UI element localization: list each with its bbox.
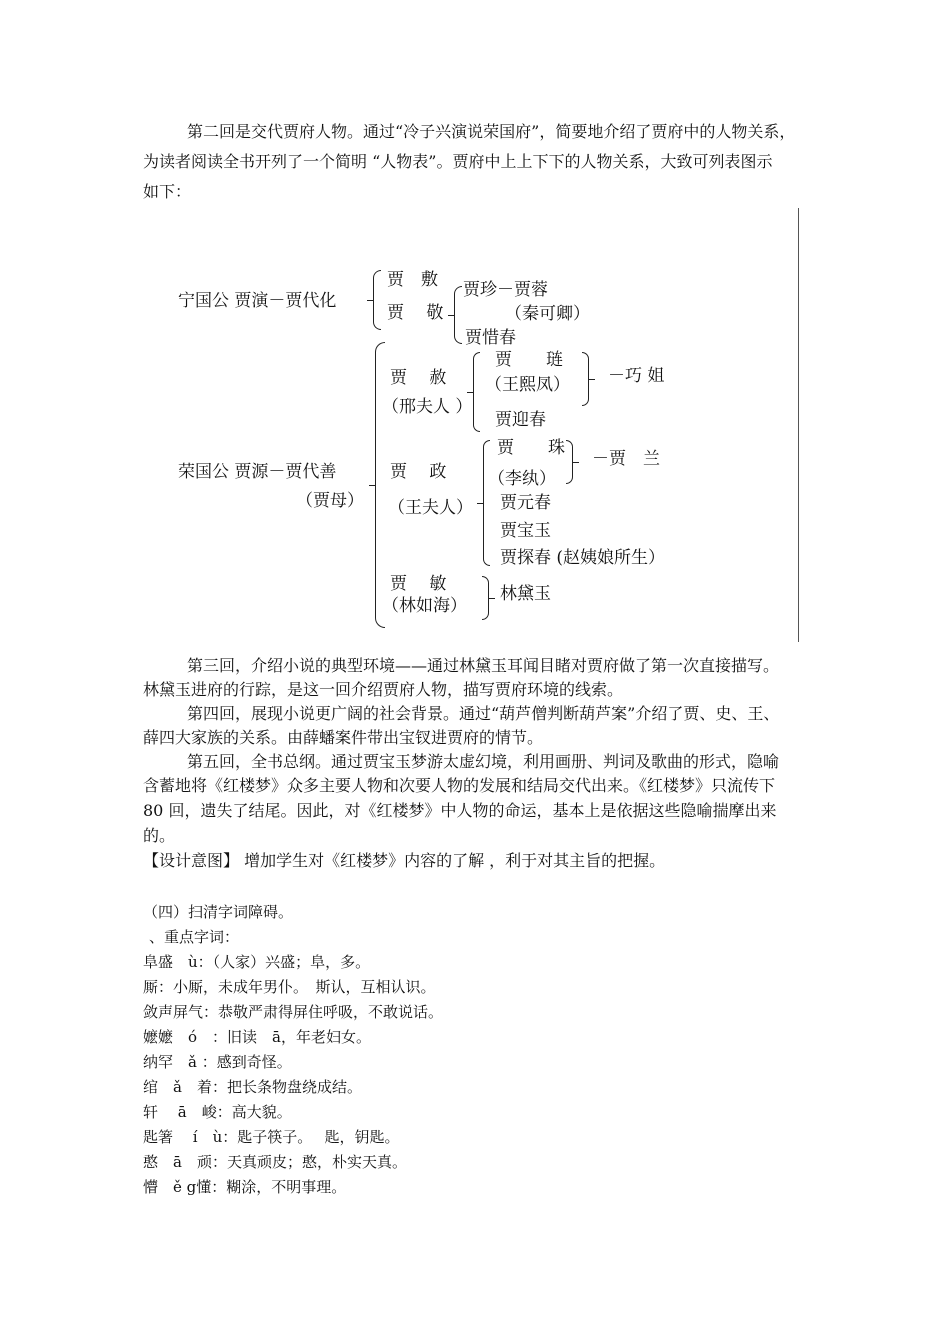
node-wang-xifeng: （王熙凤） (485, 375, 570, 395)
vocab-item: 纳罕 ǎ ：感到奇怪。 (143, 1053, 292, 1071)
node-jia-mu: （贾母） (296, 491, 364, 511)
vocab-heading: （四）扫清字词障碍。 (143, 903, 294, 921)
node-jia-tanchun: 贾探春 (赵姨娘所生） (500, 548, 666, 568)
chapter5-line-1: 第五回，全书总纲。通过贾宝玉梦游太虚幻境，利用画册、判词及歌曲的形式，隐喻 (187, 752, 780, 771)
brace-jia-she (473, 352, 480, 432)
brace-lian-feng (582, 352, 589, 406)
intro-line-2: 为读者阅读全书开列了一个简明 “人物表”。贾府中上上下下的人物关系，大致可列表图示 (143, 152, 773, 171)
node-jia-jing: 贾 敬 (387, 303, 444, 323)
vocab-item: 匙箸 í ù：匙子筷子。 匙，钥匙。 (143, 1128, 400, 1146)
rongguo-gong: 荣国公 贾源－贾代善 (178, 462, 337, 482)
node-jia-baoyu: 贾宝玉 (500, 521, 551, 541)
vocab-item: 敛声屏气：恭敬严肃得屏住呼吸，不敢说话。 (143, 1003, 444, 1021)
vocab-item: 厮：小厮，未成年男仆。 斯认，互相认识。 (143, 978, 436, 996)
brace-jia-jing (454, 286, 462, 344)
chapter4-line-2: 薛四大家族的关系。由薛蟠案件带出宝钗进贾府的情节。 (143, 728, 544, 747)
node-jia-she: 贾 赦 (390, 368, 447, 388)
brace-jia-min (482, 576, 489, 620)
node-jia-zhen-rong: 贾珍－贾蓉 (463, 280, 548, 300)
vocab-item: 阜盛 ù：（人家）兴盛；阜，多。 (143, 953, 371, 971)
brace-jia-zheng (483, 440, 490, 566)
vocab-item: 憨 ā 顽：天真顽皮；憨，朴实天真。 (143, 1153, 407, 1171)
node-jia-zhu: 贾 珠 (497, 438, 565, 458)
ningguo-gong: 宁国公 贾演－贾代化 (178, 291, 337, 311)
chapter4-line-1: 第四回，展现小说更广阔的社会背景。通过“葫芦僧判断葫芦案”介绍了贾、史、王、 (187, 704, 780, 723)
node-xing-furen: （邢夫人 ） (382, 397, 473, 417)
chapter3-line-1: 第三回，介绍小说的典型环境——通过林黛玉耳闻目睹对贾府做了第一次直接描写。 (187, 656, 780, 675)
node-jia-min: 贾 敏 (390, 574, 447, 594)
vocab-item: 嬷嬷 ó ：旧读 ā，年老妇女。 (143, 1028, 371, 1046)
node-wang-furen: （王夫人） (388, 498, 473, 518)
node-jia-xichun: 贾惜春 (465, 328, 516, 348)
node-jia-zheng: 贾 政 (390, 462, 447, 482)
node-qiao-jie: －巧 姐 (608, 366, 665, 386)
diagram-border-line (798, 208, 799, 642)
node-jia-fu: 贾 敷 (387, 270, 438, 290)
brace-rongguo (375, 342, 385, 628)
chapter5-line-3: 80 回，遗失了结尾。因此，对《红楼梦》中人物的命运，基本上是依据这些隐喻揣摩出来 (143, 801, 777, 820)
node-li-wan: （李纨） (488, 469, 556, 489)
vocab-item: 绾 ǎ 着：把长条物盘绕成结。 (143, 1078, 362, 1096)
design-intent: 【设计意图】 增加学生对《红楼梦》内容的了解 ，利于对其主旨的把握。 (143, 851, 666, 870)
vocab-subheading: 、重点字词： (149, 928, 240, 946)
brace-ningguo (373, 270, 381, 330)
brace-zhu-wan (566, 440, 573, 484)
chapter5-line-2: 含蓄地将《红楼梦》众多主要人物和次要人物的发展和结局交代出来。《红楼梦》只流传下 (143, 776, 776, 795)
intro-line-3: 如下： (143, 182, 192, 201)
node-lin-ruhai: （林如海） (382, 596, 467, 616)
vocab-item: 懵 ě g懂：糊涂，不明事理。 (143, 1178, 347, 1196)
node-lin-daiyu: 林黛玉 (500, 584, 551, 604)
node-jia-lan: －贾 兰 (592, 449, 660, 469)
node-jia-yuanchun: 贾元春 (500, 493, 551, 513)
vocab-item: 轩 ā 峻：高大貌。 (143, 1103, 292, 1121)
node-jia-yingchun: 贾迎春 (495, 410, 546, 430)
node-qin-keqing: （秦可卿） (505, 304, 590, 324)
intro-line-1: 第二回是交代贾府人物。通过“冷子兴演说荣国府”，简要地介绍了贾府中的人物关系， (187, 122, 796, 141)
chapter5-line-4: 的。 (143, 826, 176, 845)
node-jia-lian: 贾 琏 (495, 350, 563, 370)
chapter3-line-2: 林黛玉进府的行踪，是这一回介绍贾府人物，描写贾府环境的线索。 (143, 680, 624, 699)
